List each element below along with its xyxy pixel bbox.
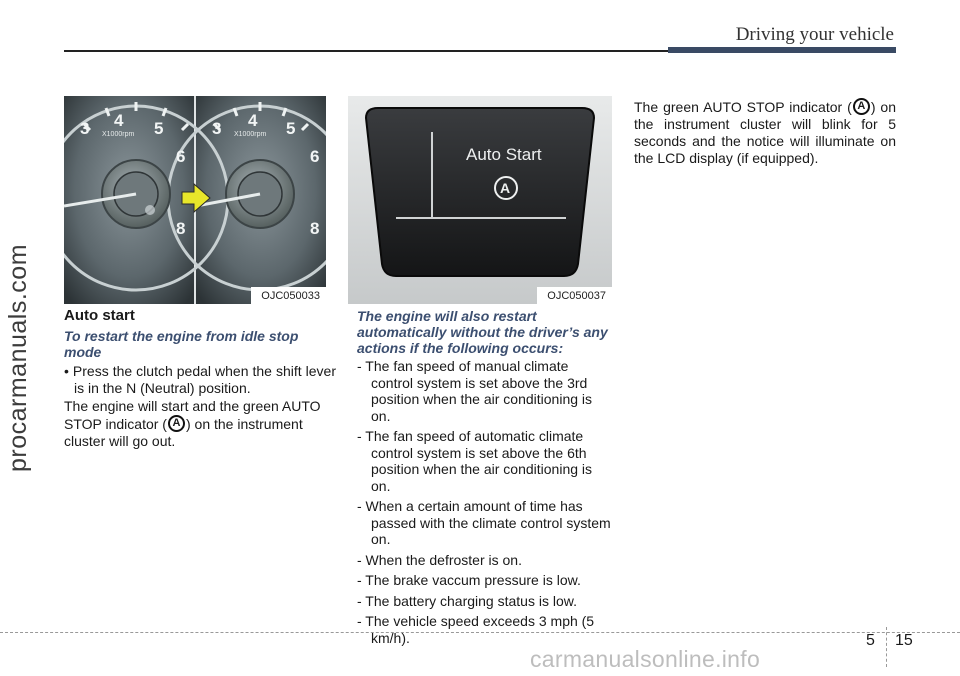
icon-letter: A [857,100,866,112]
tach-number: 8 [176,219,186,238]
paragraph-text: The green AUTO STOP indicator ( [634,99,852,115]
paragraph [634,98,896,167]
tach-number: 4 [114,111,124,130]
side-watermark: procarmanuals.com [4,243,32,472]
tach-unit-label: X1000rpm [234,131,267,138]
figure-caption: OJC050037 [537,287,612,304]
condition-list [357,358,613,650]
list-item: - The brake vaccum pressure is low. [357,572,581,588]
auto-start-icon-letter: A [500,180,511,196]
list-item: - When the defroster is on. [357,551,522,568]
tach-unit-label: X1000rpm [102,131,135,138]
auto-stop-indicator-icon [168,415,185,432]
list-item: - The fan speed of manual climate control system is set above the 3rd position when the air conditioning is on. [357,358,593,424]
tach-number: 6 [176,147,186,166]
paragraph-text: ) on the instrument cluster will go out. [64,416,303,449]
paragraph-text: The engine will start and the green AUTO STOP indicator ( [64,398,321,432]
bottom-watermark: carmanualsonline.info [530,646,761,672]
figure-caption: OJC050033 [251,287,326,304]
header-accent-bar [668,47,896,53]
auto-start-figure [348,96,612,304]
tach-number: 3 [80,119,90,138]
auto-start-label: Auto Start [466,145,542,164]
tachometer-figure [64,96,326,304]
list-item: - The battery charging status is low. [357,592,577,609]
paragraph [64,398,326,450]
list-item: - The fan speed of automatic climate control system is set above the 6th position when the air conditioning is on. [357,428,593,494]
bullet-item: • Press the clutch pedal when the shift lever is in the N (Neutral) position. [64,363,336,396]
paragraph-text: ) on the instrument cluster will blink for 5 seconds and the notice will illuminate on the LCD display (if equipped). [634,99,897,166]
list-item: - The vehicle speed exceeds 3 mph (5 km/h). [357,613,595,646]
tach-number: 3 [212,119,222,138]
subheading: The engine will also restart automatically without the driver’s any actions if the following occurs: [357,308,608,356]
section-heading: Auto start [64,307,135,324]
tachometer-illustration [64,96,326,304]
auto-start-button-illustration [348,96,612,304]
icon-letter: A [172,417,181,429]
tach-number: 5 [154,119,164,138]
subheading: To restart the engine from idle stop mode [64,328,299,360]
tach-number: 5 [286,119,296,138]
tach-number: 4 [248,111,258,130]
section-title: Driving your vehicle [735,24,894,45]
footer-rule [0,632,960,633]
footer-separator [886,627,887,667]
auto-stop-indicator-icon [853,98,870,115]
list-item: - When a certain amount of time has passed with the climate control system on. [357,498,611,547]
tach-number: 8 [310,219,320,238]
page-number: 15 [895,632,913,649]
tach-number: 6 [310,147,320,166]
chapter-number: 5 [866,632,875,649]
